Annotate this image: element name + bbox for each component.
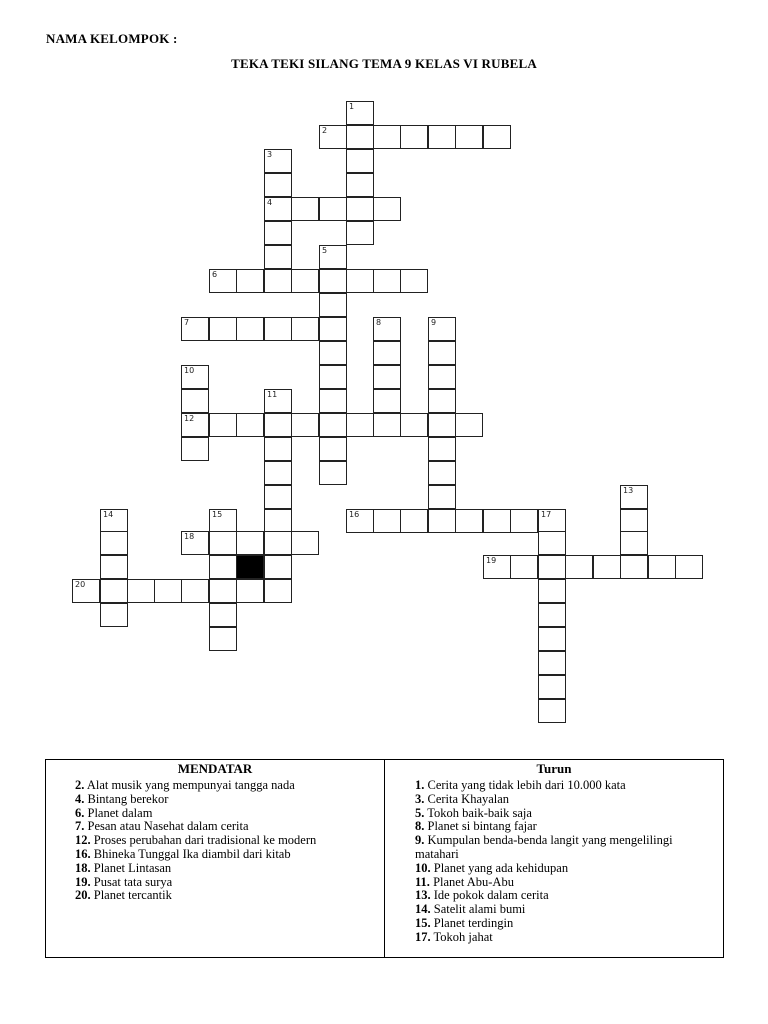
grid-cell[interactable] xyxy=(264,149,292,173)
clue-number: 16 xyxy=(349,510,360,519)
grid-cell[interactable] xyxy=(346,173,374,197)
clue-number: 3 xyxy=(267,150,273,159)
clue-item xyxy=(415,917,715,931)
clue-item xyxy=(415,820,715,834)
grid-cell[interactable] xyxy=(346,101,374,125)
grid-cell[interactable] xyxy=(428,437,456,461)
clue-item-number: 15. xyxy=(415,915,431,930)
clue-item-text: Planet dalam xyxy=(87,805,153,820)
grid-cell[interactable] xyxy=(264,509,292,533)
grid-cell[interactable] xyxy=(319,317,347,341)
grid-cell[interactable] xyxy=(428,341,456,365)
clue-item-number: 6. xyxy=(75,805,85,820)
clue-number: 6 xyxy=(212,270,218,279)
grid-cell[interactable] xyxy=(209,413,237,437)
grid-cell[interactable] xyxy=(455,509,483,533)
clue-item xyxy=(415,889,715,903)
grid-cell[interactable] xyxy=(373,269,401,293)
grid-cell[interactable] xyxy=(346,149,374,173)
grid-cell[interactable] xyxy=(264,531,292,555)
grid-cell[interactable] xyxy=(264,389,292,413)
grid-cell[interactable] xyxy=(236,531,264,555)
grid-cell[interactable] xyxy=(264,485,292,509)
grid-cell[interactable] xyxy=(428,461,456,485)
clue-item-text: Planet Lintasan xyxy=(93,860,172,875)
grid-cell[interactable] xyxy=(538,531,566,555)
grid-cell[interactable] xyxy=(483,509,511,533)
clue-item-number: 14. xyxy=(415,902,431,917)
grid-cell[interactable] xyxy=(483,555,511,579)
grid-cell[interactable] xyxy=(319,293,347,317)
grid-cell[interactable] xyxy=(428,413,456,437)
clue-item-number: 12. xyxy=(75,833,91,848)
grid-cell[interactable] xyxy=(319,197,347,221)
grid-cell[interactable] xyxy=(346,125,374,149)
grid-cell[interactable] xyxy=(400,509,428,533)
clue-number: 18 xyxy=(184,532,195,541)
clue-item-text: Planet Abu-Abu xyxy=(433,874,514,889)
clue-item xyxy=(75,820,384,834)
grid-cell[interactable] xyxy=(319,245,347,269)
grid-cell[interactable] xyxy=(291,269,319,293)
clue-item-number: 2. xyxy=(75,778,85,792)
clue-item xyxy=(75,834,384,848)
across-clue-list xyxy=(46,779,384,903)
across-heading: MENDATAR xyxy=(177,761,253,776)
grid-cell[interactable] xyxy=(675,555,703,579)
grid-cell[interactable] xyxy=(620,531,648,555)
grid-cell[interactable] xyxy=(181,579,209,603)
grid-cell[interactable] xyxy=(428,365,456,389)
clue-number: 9 xyxy=(431,318,437,327)
down-clues-column xyxy=(385,760,723,957)
grid-cell[interactable] xyxy=(264,173,292,197)
grid-cell[interactable] xyxy=(319,413,347,437)
grid-cell[interactable] xyxy=(181,413,209,437)
clue-item-number: 7. xyxy=(75,819,85,834)
grid-cell[interactable] xyxy=(236,579,264,603)
clue-item xyxy=(415,903,715,917)
grid-cell[interactable] xyxy=(181,317,209,341)
clue-item xyxy=(415,931,715,945)
grid-cell[interactable] xyxy=(620,485,648,509)
grid-cell[interactable] xyxy=(428,509,456,533)
grid-cell[interactable] xyxy=(538,699,566,723)
clue-item-text: Satelit alami bumi xyxy=(433,902,526,917)
clue-item-number: 19. xyxy=(75,874,91,889)
grid-cell[interactable] xyxy=(264,579,292,603)
grid-cell[interactable] xyxy=(264,461,292,485)
clue-item-number: 18. xyxy=(75,860,91,875)
grid-cell[interactable] xyxy=(538,675,566,699)
down-clue-list xyxy=(385,779,723,945)
grid-cell[interactable] xyxy=(209,269,237,293)
clue-item-text: Cerita yang tidak lebih dari 10.000 kata xyxy=(427,778,626,792)
grid-cell[interactable] xyxy=(319,125,347,149)
grid-cell[interactable] xyxy=(400,269,428,293)
clue-number: 4 xyxy=(267,198,273,207)
grid-cell[interactable] xyxy=(319,269,347,293)
clue-item-text: Cerita Khayalan xyxy=(427,791,510,806)
grid-cell[interactable] xyxy=(181,531,209,555)
clue-number: 17 xyxy=(541,510,552,519)
clue-number: 10 xyxy=(184,366,195,375)
grid-cell[interactable] xyxy=(428,125,456,149)
grid-cell[interactable] xyxy=(264,245,292,269)
grid-cell[interactable] xyxy=(209,509,237,533)
grid-cell[interactable] xyxy=(620,555,648,579)
down-heading: Turun xyxy=(536,761,572,776)
grid-cell[interactable] xyxy=(346,221,374,245)
grid-cell[interactable] xyxy=(236,317,264,341)
grid-cell[interactable] xyxy=(319,341,347,365)
grid-cell[interactable] xyxy=(127,579,155,603)
clue-number: 20 xyxy=(75,580,86,589)
clue-number: 1 xyxy=(349,102,355,111)
grid-cell[interactable] xyxy=(593,555,621,579)
clue-item-text: Planet tercantik xyxy=(93,888,172,903)
clue-item-text: Alat musik yang mempunyai tangga nada xyxy=(86,778,295,792)
clue-number: 7 xyxy=(184,318,190,327)
blocked-cell xyxy=(236,555,264,579)
clue-number: 19 xyxy=(486,556,497,565)
clue-item-text: Bintang berekor xyxy=(87,791,169,806)
clue-item xyxy=(415,834,715,862)
clue-item xyxy=(75,807,384,821)
clue-number: 14 xyxy=(103,510,114,519)
clue-item-text: Pusat tata surya xyxy=(93,874,173,889)
grid-cell[interactable] xyxy=(264,197,292,221)
grid-cell[interactable] xyxy=(373,389,401,413)
puzzle-title: TEKA TEKI SILANG TEMA 9 KELAS VI RUBELA xyxy=(231,56,537,71)
clue-item xyxy=(75,862,384,876)
grid-cell[interactable] xyxy=(400,125,428,149)
clue-item-number: 5. xyxy=(415,805,425,820)
clue-number: 8 xyxy=(376,318,382,327)
grid-cell[interactable] xyxy=(100,555,128,579)
clue-item-number: 9. xyxy=(415,833,425,848)
clue-table xyxy=(45,759,724,958)
grid-cell[interactable] xyxy=(538,555,566,579)
clue-item xyxy=(415,862,715,876)
clue-number: 13 xyxy=(623,486,634,495)
clue-item xyxy=(415,807,715,821)
group-name-label: NAMA KELOMPOK : xyxy=(46,31,178,46)
grid-cell[interactable] xyxy=(428,485,456,509)
grid-cell[interactable] xyxy=(373,341,401,365)
grid-cell[interactable] xyxy=(319,437,347,461)
grid-cell[interactable] xyxy=(209,627,237,651)
grid-cell[interactable] xyxy=(565,555,593,579)
grid-cell[interactable] xyxy=(373,125,401,149)
grid-cell[interactable] xyxy=(483,125,511,149)
grid-cell[interactable] xyxy=(428,317,456,341)
grid-cell[interactable] xyxy=(400,413,428,437)
grid-cell[interactable] xyxy=(264,413,292,437)
grid-cell[interactable] xyxy=(510,555,538,579)
clue-item xyxy=(75,779,384,793)
grid-cell[interactable] xyxy=(209,603,237,627)
grid-cell[interactable] xyxy=(319,389,347,413)
grid-cell[interactable] xyxy=(264,269,292,293)
grid-cell[interactable] xyxy=(373,197,401,221)
grid-cell[interactable] xyxy=(346,413,374,437)
grid-cell[interactable] xyxy=(264,437,292,461)
grid-cell[interactable] xyxy=(538,651,566,675)
clue-item xyxy=(75,793,384,807)
clue-item-number: 8. xyxy=(415,819,425,834)
clue-item-number: 11. xyxy=(415,874,430,889)
clue-item-text: Planet terdingin xyxy=(433,915,514,930)
grid-cell[interactable] xyxy=(100,531,128,555)
grid-cell[interactable] xyxy=(209,531,237,555)
clue-item-text: Bhineka Tunggal Ika diambil dari kitab xyxy=(93,846,291,861)
grid-cell[interactable] xyxy=(209,579,237,603)
grid-cell[interactable] xyxy=(264,221,292,245)
clue-item-text: Planet yang ada kehidupan xyxy=(433,860,569,875)
clue-number: 15 xyxy=(212,510,223,519)
grid-cell[interactable] xyxy=(455,413,483,437)
clue-item-text: Kumpulan benda-benda langit yang mengelilingi matahari xyxy=(415,833,673,861)
grid-cell[interactable] xyxy=(538,627,566,651)
grid-cell[interactable] xyxy=(236,269,264,293)
clue-item-text: Planet si bintang fajar xyxy=(427,819,537,834)
grid-cell[interactable] xyxy=(291,531,319,555)
clue-item xyxy=(75,876,384,890)
grid-cell[interactable] xyxy=(319,461,347,485)
clue-item-text: Ide pokok dalam cerita xyxy=(433,888,549,903)
clue-item xyxy=(415,876,715,890)
grid-cell[interactable] xyxy=(264,317,292,341)
clue-item-number: 1. xyxy=(415,778,425,792)
clue-item-number: 4. xyxy=(75,791,85,806)
grid-cell[interactable] xyxy=(538,579,566,603)
clue-number: 5 xyxy=(322,246,328,255)
clue-number: 12 xyxy=(184,414,195,423)
grid-cell[interactable] xyxy=(428,389,456,413)
grid-cell[interactable] xyxy=(373,509,401,533)
grid-cell[interactable] xyxy=(264,555,292,579)
clue-item-text: Pesan atau Nasehat dalam cerita xyxy=(87,819,249,834)
clue-item-text: Proses perubahan dari tradisional ke modern xyxy=(93,833,317,848)
grid-cell[interactable] xyxy=(236,413,264,437)
grid-cell[interactable] xyxy=(510,509,538,533)
clue-item-number: 13. xyxy=(415,888,431,903)
clue-item xyxy=(75,848,384,862)
grid-cell[interactable] xyxy=(291,317,319,341)
grid-cell[interactable] xyxy=(291,197,319,221)
grid-cell[interactable] xyxy=(72,579,100,603)
grid-cell[interactable] xyxy=(291,413,319,437)
grid-cell[interactable] xyxy=(209,555,237,579)
grid-cell[interactable] xyxy=(100,509,128,533)
clue-item-number: 10. xyxy=(415,860,431,875)
grid-cell[interactable] xyxy=(100,603,128,627)
grid-cell[interactable] xyxy=(209,317,237,341)
grid-cell[interactable] xyxy=(181,389,209,413)
clue-item xyxy=(415,793,715,807)
grid-cell[interactable] xyxy=(373,317,401,341)
grid-cell[interactable] xyxy=(538,603,566,627)
clue-number: 2 xyxy=(322,126,328,135)
grid-cell[interactable] xyxy=(346,509,374,533)
across-clues-column xyxy=(46,760,385,957)
clue-item-text: Tokoh jahat xyxy=(433,929,493,944)
clue-item-number: 20. xyxy=(75,888,91,903)
grid-cell[interactable] xyxy=(181,365,209,389)
grid-cell[interactable] xyxy=(455,125,483,149)
clue-number: 11 xyxy=(267,390,278,399)
grid-cell[interactable] xyxy=(181,437,209,461)
clue-item xyxy=(415,779,715,793)
clue-item-number: 16. xyxy=(75,846,91,861)
clue-item-text: Tokoh baik-baik saja xyxy=(427,805,532,820)
grid-cell[interactable] xyxy=(538,509,566,533)
grid-cell[interactable] xyxy=(648,555,676,579)
grid-cell[interactable] xyxy=(319,365,347,389)
clue-item xyxy=(75,889,384,903)
grid-cell[interactable] xyxy=(154,579,182,603)
grid-cell[interactable] xyxy=(620,509,648,533)
grid-cell[interactable] xyxy=(373,365,401,389)
grid-cell[interactable] xyxy=(346,197,374,221)
grid-cell[interactable] xyxy=(346,269,374,293)
grid-cell[interactable] xyxy=(100,579,128,603)
grid-cell[interactable] xyxy=(373,413,401,437)
clue-item-number: 17. xyxy=(415,929,431,944)
clue-item-number: 3. xyxy=(415,791,425,806)
